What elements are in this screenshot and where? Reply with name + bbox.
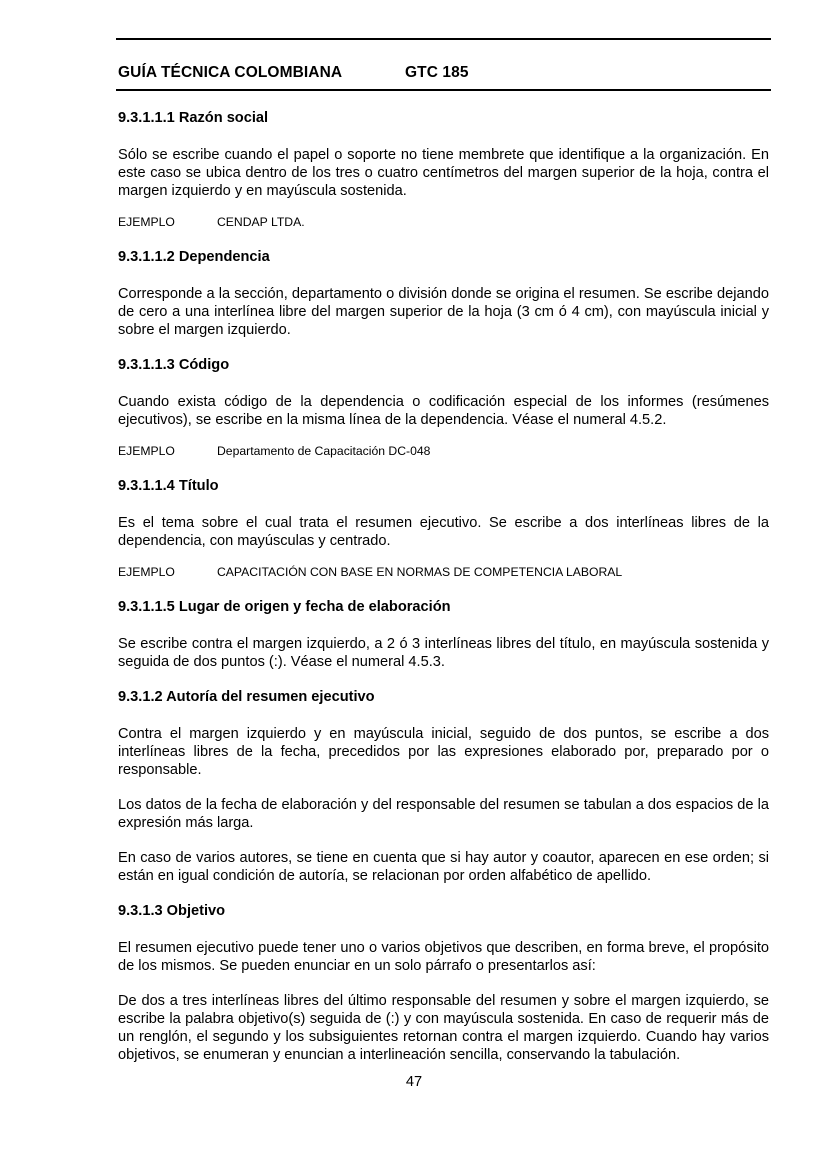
page-header	[118, 64, 469, 82]
paragraph: Se escribe contra el margen izquierdo, a 2 ó 3 interlíneas libres del título, en mayúscula sostenida y seguida de dos puntos (:). Véase el numeral 4.5.3.	[118, 636, 769, 670]
example-line	[118, 444, 769, 459]
document-body	[118, 109, 769, 1081]
paragraph: Los datos de la fecha de elaboración y del responsable del resumen se tabulan a dos espacios de la expresión más larga.	[118, 797, 769, 831]
example-text: Departamento de Capacitación DC-048	[217, 444, 431, 458]
example-text: CENDAP LTDA.	[217, 215, 305, 229]
example-text: CAPACITACIÓN CON BASE EN NORMAS DE COMPETENCIA LABORAL	[217, 565, 623, 579]
paragraph: Sólo se escribe cuando el papel o soporte no tiene membrete que identifique a la organización. En este caso se ubica dentro de los tres o cuatro centímetros del margen superior de la hoja, contra el margen izquierdo y en mayúscula sostenida.	[118, 147, 769, 199]
paragraph: Corresponde a la sección, departamento o división donde se origina el resumen. Se escribe dejando de cero a una interlínea libre del margen superior de la hoja (3 cm ó 4 cm), con mayúscula inicial y sobre el margen izquierdo.	[118, 286, 769, 338]
section-heading: 9.3.1.1.4 Título	[118, 478, 219, 494]
section-heading: 9.3.1.1.5 Lugar de origen y fecha de elaboración	[118, 599, 451, 615]
section-heading: 9.3.1.1.1 Razón social	[118, 110, 269, 126]
header-bottom-rule	[116, 89, 771, 91]
example-label: EJEMPLO	[118, 444, 175, 458]
header-code: GTC 185	[405, 64, 469, 81]
example-line	[118, 215, 769, 230]
section-heading: 9.3.1.1.3 Código	[118, 357, 230, 373]
header-title: GUÍA TÉCNICA COLOMBIANA	[118, 64, 343, 81]
paragraph: En caso de varios autores, se tiene en cuenta que si hay autor y coautor, aparecen en ese orden; si están en igual condición de autoría, se relacionan por orden alfabético de apellido.	[118, 850, 769, 884]
example-label: EJEMPLO	[118, 215, 175, 229]
header-top-rule	[116, 38, 771, 40]
example-label: EJEMPLO	[118, 565, 175, 579]
page-number: 47	[405, 1074, 423, 1090]
section-heading: 9.3.1.1.2 Dependencia	[118, 249, 270, 265]
paragraph: Es el tema sobre el cual trata el resumen ejecutivo. Se escribe a dos interlíneas libres de la dependencia, con mayúsculas y centrado.	[118, 515, 769, 549]
paragraph: Cuando exista código de la dependencia o codificación especial de los informes (resúmenes ejecutivos), se escribe en la misma línea de la dependencia. Véase el numeral 4.5.2.	[118, 394, 769, 428]
paragraph: De dos a tres interlíneas libres del último responsable del resumen y sobre el margen izquierdo, se escribe la palabra objetivo(s) seguida de (:) y con mayúscula sostenida. En caso de requerir más de un renglón, el segundo y los subsiguientes retornan contra el margen izquierdo. Cuando hay varios objetivos, se enumeran y enuncian a interlineación sencilla, conservando la tabulación.	[118, 993, 769, 1063]
paragraph: El resumen ejecutivo puede tener uno o varios objetivos que describen, en forma breve, el propósito de los mismos. Se pueden enunciar en un solo párrafo o presentarlos así:	[118, 940, 769, 974]
section-heading: 9.3.1.3 Objetivo	[118, 903, 226, 919]
section-heading: 9.3.1.2 Autoría del resumen ejecutivo	[118, 689, 375, 705]
example-line	[118, 565, 769, 580]
paragraph: Contra el margen izquierdo y en mayúscula inicial, seguido de dos puntos, se escribe a dos interlíneas libres de la fecha, precedidos por las expresiones elaborado por, preparado por o responsable.	[118, 726, 769, 778]
